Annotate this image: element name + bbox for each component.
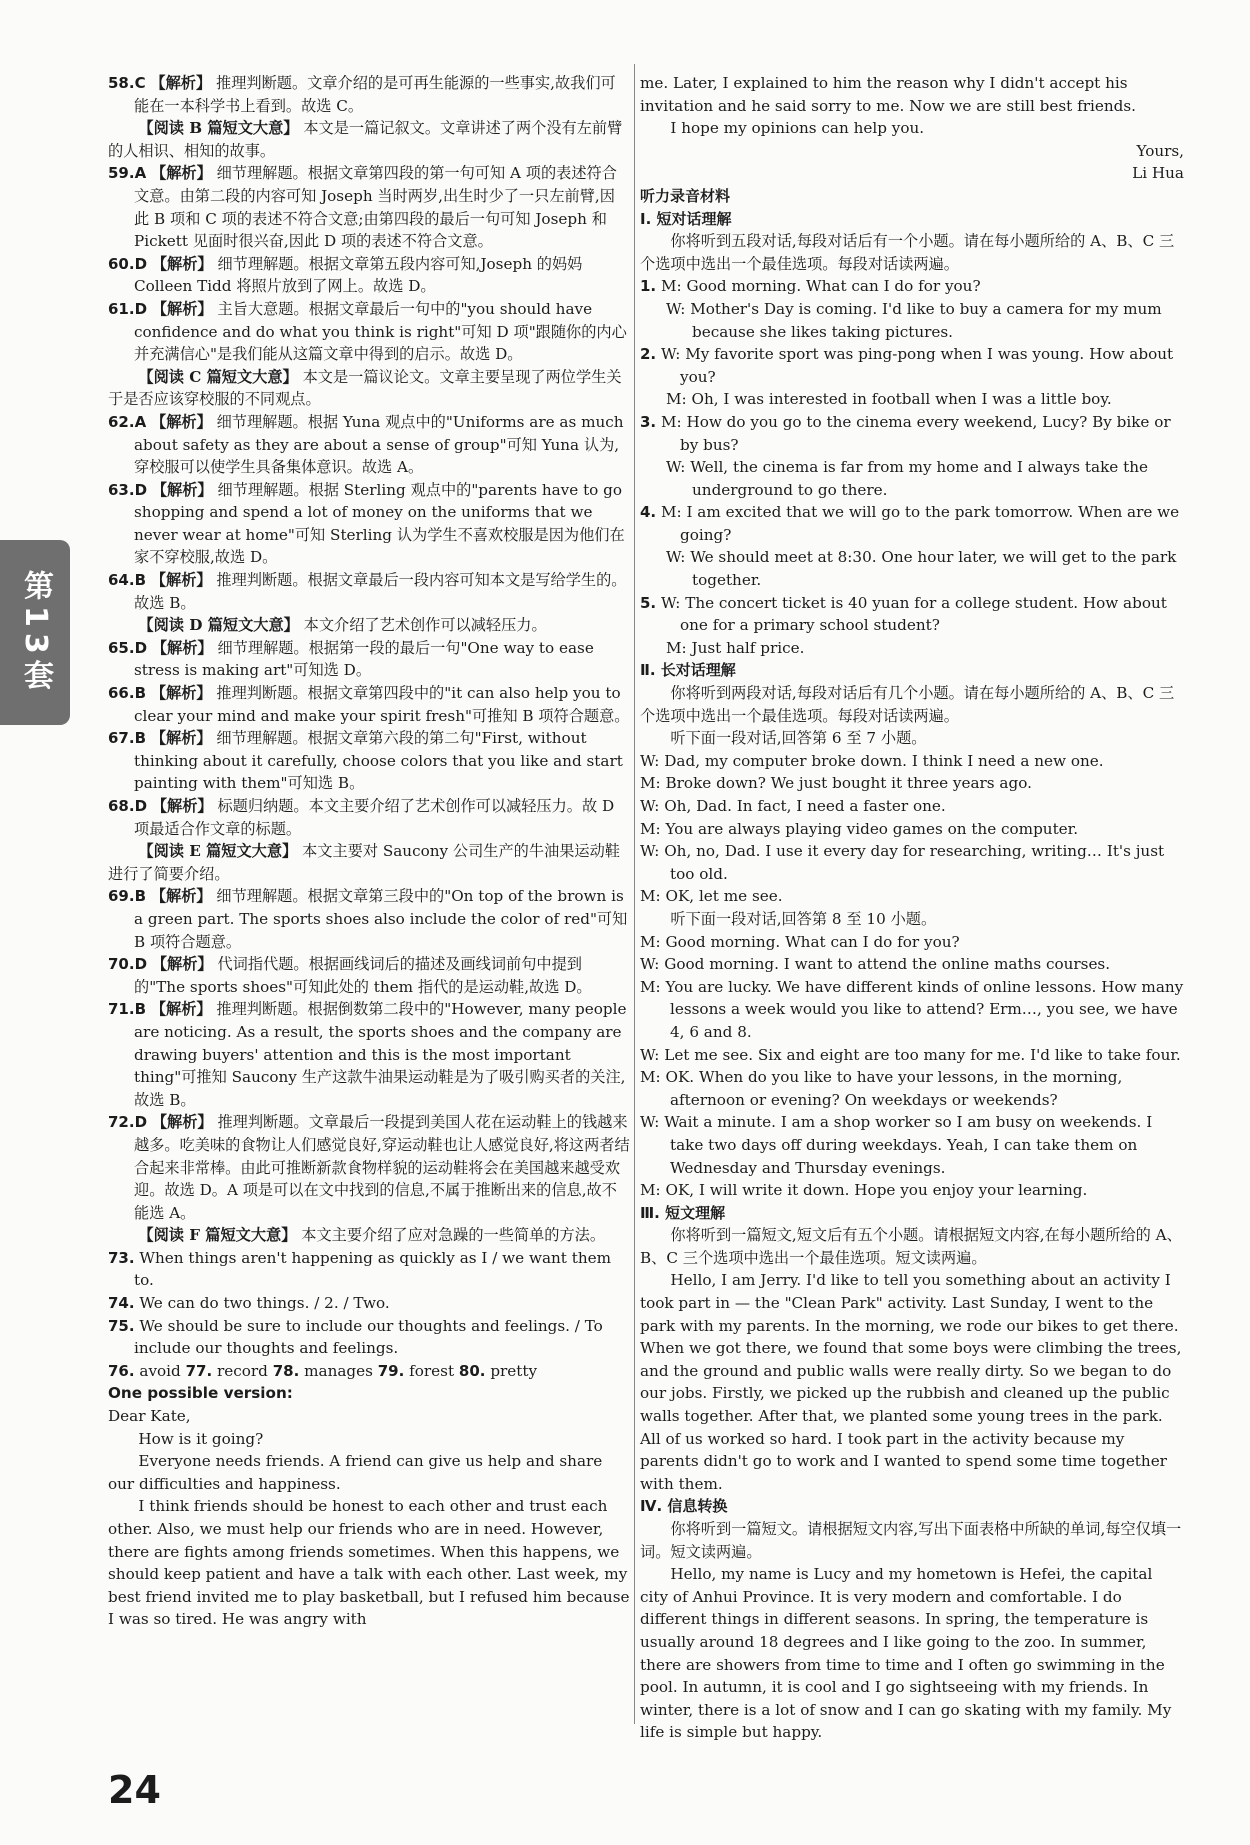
passage-summary (108, 1224, 630, 1247)
paragraph (640, 682, 1184, 727)
speaker: M: (640, 932, 661, 951)
answer-item (108, 72, 630, 117)
answer-number: 62. (108, 412, 135, 431)
answer-number: 74. (108, 1294, 135, 1313)
dialogue-number: 4. (640, 503, 657, 522)
speaker: M: (640, 1181, 661, 1200)
utterance: Broke down? We just bought it three years ago. (665, 774, 1032, 793)
analysis-tag: 【解析】 (150, 684, 212, 703)
paragraph-text: 听下面一段对话,回答第 8 至 10 小题。 (670, 909, 937, 928)
section-heading (640, 659, 1184, 682)
answer-text: When things aren't happening as quickly as I / we want them to. (134, 1248, 612, 1290)
paragraph (108, 1428, 630, 1451)
answer-letter: A (134, 164, 147, 183)
line-text: Dear Kate, (108, 1407, 191, 1426)
passage-summary (108, 117, 630, 162)
utterance: Let me see. Six and eight are too many for me. I'd like to take four. (664, 1045, 1181, 1064)
set-number-tab: 第13套 (0, 540, 70, 725)
answer-number: 58. (108, 74, 135, 92)
answer-explanation: 细节理解题。根据 Sterling 观点中的"parents have to go shopping and spend a lot of money on the uniforms that we never wear at home"可知 Sterling 认为学生不喜欢校服是因为他们在家不穿校服,故选 D。 (134, 480, 625, 567)
answer-number: 68. (108, 797, 135, 815)
section-heading (640, 1495, 1184, 1518)
paragraph (108, 1450, 630, 1495)
utterance: We should meet at 8:30. One hour later, we will get to the park together. (690, 548, 1177, 590)
passage-summary (108, 366, 630, 411)
section-title: Ⅲ. 短文理解 (640, 1203, 726, 1222)
analysis-tag: 【解析】 (150, 571, 212, 590)
answer-letter: C (134, 74, 146, 92)
dialogue-line (640, 772, 1184, 795)
speaker: W: (640, 751, 660, 770)
speaker: M: (640, 819, 661, 838)
essay-heading (108, 1382, 630, 1405)
answer-number: 65. (108, 638, 135, 657)
summary-text: 本文是一篇议论文。文章主要呈现了两位学生关于是否应该穿校服的不同观点。 (108, 367, 622, 409)
speaker: M: (666, 390, 687, 409)
word-answers (108, 1360, 630, 1383)
utterance: Mother's Day is coming. I'd like to buy a camera for my mum because she likes taking pictures. (690, 299, 1162, 341)
answer-explanation: 细节理解题。根据文章第四段的第一句可知 A 项的表述符合文意。由第二段的内容可知 Joseph 当时两岁,出生时少了一只左前臂,因此 B 项和 C 项的表述不符合文意;由第四段的最后一句可知 Joseph 和 Pickett 见面时很兴奋,因此 D 项的表述不符合文意。 (134, 164, 617, 251)
answer-explanation: 标题归纳题。本文主要介绍了艺术创作可以减轻压力。故 D 项最适合作文章的标题。 (134, 797, 615, 838)
answer-letter: B (134, 1000, 147, 1019)
letter-signoff (640, 140, 1184, 163)
answer-item (108, 411, 630, 479)
analysis-tag: 【解析】 (150, 74, 212, 92)
dialogue-number: 5. (640, 593, 657, 612)
answer-item (108, 162, 630, 252)
answer-number: 79. (377, 1361, 405, 1380)
right-column (640, 72, 1184, 1744)
analysis-tag: 【解析】 (151, 638, 213, 657)
dialogue-line (640, 637, 1184, 660)
summary-text: 本文主要对 Saucony 公司生产的牛油果运动鞋进行了简要介绍。 (108, 842, 620, 883)
section-heading (640, 208, 1184, 231)
answer-item (108, 998, 630, 1111)
speaker: M: (640, 1068, 661, 1087)
dialogue-line (640, 411, 1184, 456)
answer-word: forest (409, 1361, 455, 1380)
dialogue-line (640, 1179, 1184, 1202)
dialogue-number: 3. (640, 412, 657, 431)
utterance: You are always playing video games on the computer. (665, 819, 1079, 838)
dialogue-line (640, 976, 1184, 1044)
answer-explanation: 细节理解题。根据文章第五段内容可知,Joseph 的妈妈 Colleen Tidd 将照片放到了网上。故选 D。 (134, 254, 583, 296)
answer-item (108, 795, 630, 840)
answer-letter: D (134, 480, 148, 499)
utterance: Well, the cinema is far from my home and I always take the underground to go there. (690, 458, 1148, 499)
paragraph (640, 1563, 1184, 1744)
analysis-tag: 【解析】 (151, 1113, 213, 1132)
answer-explanation: 细节理解题。根据文章第六段的第二句"First, without thinking about it carefully, choose colors that you like and start painting with them"可知选 B。 (134, 729, 623, 793)
answer-letter: B (134, 684, 147, 703)
speaker: W: (640, 842, 660, 861)
dialogue-line (640, 298, 1184, 343)
summary-tag: 【阅读 E 篇短文大意】 (138, 842, 298, 861)
dialogue-line (640, 275, 1184, 298)
answer-item (108, 1247, 630, 1292)
utterance: OK. When do you like to have your lessons, in the morning, afternoon or evening? On weekdays or weekends? (665, 1068, 1123, 1109)
dialogue-line (640, 592, 1184, 637)
utterance: Wait a minute. I am a shop worker so I am busy on weekends. I take two days off during weekdays. Yeah, I can take them on Wednesday and Thursday evenings. (664, 1113, 1153, 1177)
answer-number: 77. (185, 1361, 213, 1380)
utterance: Oh, I was interested in football when I was a little boy. (691, 390, 1112, 409)
answer-number: 67. (108, 729, 135, 748)
dialogue-line (640, 1044, 1184, 1067)
answer-letter: D (134, 638, 148, 657)
answer-number: 61. (108, 299, 135, 318)
speaker: W: (660, 593, 681, 612)
dialogue-line (640, 795, 1184, 818)
utterance: Good morning. I want to attend the online maths courses. (664, 955, 1111, 974)
answer-item (108, 253, 630, 298)
answer-number: 80. (458, 1361, 486, 1380)
answer-number: 69. (108, 887, 135, 906)
speaker: M: (640, 774, 661, 793)
speaker: M: (666, 638, 687, 657)
answer-item (108, 637, 630, 682)
dialogue-line (640, 1066, 1184, 1111)
answer-item (108, 479, 630, 569)
answer-item (108, 682, 630, 727)
utterance: My favorite sport was ping-pong when I was young. How about you? (680, 345, 1174, 386)
section-title: Ⅳ. 信息转换 (640, 1497, 728, 1516)
answer-item (108, 298, 630, 366)
answer-number: 75. (108, 1316, 135, 1335)
section-heading (640, 1202, 1184, 1225)
answer-number: 60. (108, 254, 135, 273)
dialogue-number: 1. (640, 277, 657, 296)
answer-word: pretty (490, 1361, 538, 1380)
dialogue-line (640, 885, 1184, 908)
text-line (108, 1405, 630, 1428)
utterance: OK, let me see. (665, 887, 783, 906)
utterance: The concert ticket is 40 yuan for a college student. How about one for a primary school student? (680, 593, 1167, 635)
paragraph (108, 1495, 630, 1631)
answer-text: We should be sure to include our thoughts and feelings. / To include our thoughts and feelings. (134, 1316, 603, 1358)
answer-item (108, 727, 630, 795)
paragraph (640, 1269, 1184, 1495)
paragraph-text: Hello, my name is Lucy and my hometown is Hefei, the capital city of Anhui Province. It is very modern and comfortable. I do different things in different seasons. In spring, the temperature is usually around 18 degrees and I like going to the zoo. In summer, there are showers from time to time and I often go swimming in the pool. In autumn, it is cool and I go sightseeing with my friends. In winter, there is a lot of snow and I can go skating with my family. My life is simple but happy. (640, 1565, 1172, 1742)
summary-text: 本文主要介绍了应对急躁的一些简单的方法。 (301, 1226, 606, 1245)
utterance: OK, I will write it down. Hope you enjoy your learning. (665, 1181, 1088, 1200)
speaker: W: (666, 299, 686, 318)
analysis-tag: 【解析】 (150, 1000, 212, 1019)
column-divider (634, 64, 635, 1724)
analysis-tag: 【解析】 (151, 164, 212, 183)
paragraph-text: 你将听到两段对话,每段对话后有几个小题。请在每小题所给的 A、B、C 三个选项中选出一个最佳选项。每段对话读两遍。 (640, 684, 1175, 725)
dialogue-line (640, 501, 1184, 546)
answer-item (108, 953, 630, 998)
summary-text: 本文是一篇记叙文。文章讲述了两个没有左前臂的人相识、相知的故事。 (108, 119, 623, 160)
answer-number: 66. (108, 684, 135, 703)
text-line (640, 72, 1184, 117)
paragraph-text: 听下面一段对话,回答第 6 至 7 小题。 (670, 729, 927, 748)
dialogue-line (640, 1111, 1184, 1179)
answer-explanation: 推理判断题。根据倒数第二段中的"However, many people are noticing. As a result, the sports shoes and the company are drawing buyers' attention and this is the most important thing"可推知 Saucony 生产这款牛油果运动鞋是为了吸引购买者的关注,故选 B。 (134, 1000, 627, 1109)
utterance: Good morning. What can I do for you? (686, 277, 981, 296)
paragraph-text: I think friends should be honest to each other and trust each other. Also, we must help our friends who are in need. However, there are fights among friends sometimes. When this happens, we should keep patient and have a talk with each other. Last week, my best friend invited me to play basketball, but I refused him because I was so tired. He was angry with (108, 1497, 630, 1629)
section-title: Ⅰ. 短对话理解 (640, 209, 732, 228)
dialogue-line (640, 953, 1184, 976)
utterance: I am excited that we will go to the park tomorrow. When are we going? (680, 503, 1180, 544)
answer-explanation: 推理判断题。根据文章最后一段内容可知本文是写给学生的。故选 B。 (134, 571, 627, 612)
paragraph (640, 908, 1184, 931)
paragraph (640, 117, 1184, 140)
answer-letter: D (134, 955, 148, 974)
paragraph-text: How is it going? (138, 1429, 264, 1448)
utterance: How do you go to the cinema every weekend, Lucy? By bike or by bus? (680, 412, 1171, 454)
paragraph (640, 1224, 1184, 1269)
section-heading (640, 185, 1184, 208)
answer-number: 64. (108, 571, 135, 590)
answer-explanation: 细节理解题。根据文章第三段中的"On top of the brown is a green part. The sports shoes also include the color of red"可知 B 项符合题意。 (134, 887, 628, 951)
dialogue-line (640, 546, 1184, 591)
speaker: M: (660, 503, 682, 522)
answer-item (108, 1292, 630, 1315)
dialogue-number: 2. (640, 345, 657, 364)
speaker: M: (660, 412, 682, 431)
dialogue-line (640, 750, 1184, 773)
passage-summary (108, 614, 630, 637)
answer-item (108, 1111, 630, 1224)
summary-text: 本文介绍了艺术创作可以减轻压力。 (303, 616, 547, 635)
answer-item (108, 885, 630, 953)
answer-item (108, 1315, 630, 1360)
answer-number: 76. (108, 1361, 135, 1380)
answer-item (108, 569, 630, 614)
section-title: 听力录音材料 (640, 186, 731, 205)
dialogue-line (640, 388, 1184, 411)
answer-word: record (217, 1361, 268, 1380)
answer-number: 73. (108, 1248, 135, 1267)
paragraph (640, 230, 1184, 275)
letter-signoff (640, 162, 1184, 185)
utterance: Oh, Dad. In fact, I need a faster one. (664, 797, 946, 815)
answer-word: avoid (139, 1361, 181, 1380)
utterance: Good morning. What can I do for you? (665, 932, 960, 951)
utterance: You are lucky. We have different kinds of online lessons. How many lessons a week would you like to attend? Erm…, you see, we have 4, 6 and 8. (665, 977, 1184, 1041)
section-title: Ⅱ. 长对话理解 (640, 661, 736, 680)
summary-tag: 【阅读 F 篇短文大意】 (138, 1226, 297, 1245)
answer-explanation: 细节理解题。根据第一段的最后一句"One way to ease stress is making art"可知选 D。 (134, 638, 594, 680)
analysis-tag: 【解析】 (151, 299, 213, 318)
dialogue-line (640, 818, 1184, 841)
utterance: Just half price. (691, 638, 805, 657)
heading-text: One possible version: (108, 1384, 293, 1403)
dialogue-line (640, 931, 1184, 954)
answer-explanation: 推理判断题。文章介绍的是可再生能源的一些事实,故我们可能在一本科学书上看到。故选 C。 (134, 74, 616, 115)
summary-tag: 【阅读 C 篇短文大意】 (138, 367, 298, 386)
paragraph (640, 1518, 1184, 1563)
answer-number: 72. (108, 1113, 135, 1132)
answer-word: manages (304, 1361, 373, 1380)
left-column (108, 72, 630, 1631)
answer-number: 63. (108, 480, 135, 499)
answer-letter: B (134, 729, 147, 748)
paragraph-text: Hello, I am Jerry. I'd like to tell you something about an activity I took part in — the "Clean Park" activity. Last Sunday, I went to the park with my parents. In the morning, we rode our bikes to get there. When we got there, we found that some boys were climbing the trees, and the ground and public walls were really dirty. So we began to do our jobs. Firstly, we picked up the rubbish and cleaned up the public walls together. After that, we planted some young trees in the park. All of us worked so hard. I took part in the activity because my parents didn't go to work and I wanted to spend some time together with them. (640, 1271, 1182, 1493)
speaker: W: (666, 548, 686, 567)
answer-number: 70. (108, 955, 135, 974)
dialogue-line (640, 456, 1184, 501)
signoff-text: Li Hua (1132, 164, 1184, 183)
answer-text: We can do two things. / 2. / Two. (139, 1294, 390, 1313)
answer-number: 78. (272, 1361, 300, 1380)
answer-explanation: 推理判断题。根据文章第四段中的"it can also help you to clear your mind and make your spirit fresh"可推知 B 项符合题意。 (134, 684, 630, 725)
answer-letter: D (134, 299, 148, 318)
speaker: M: (640, 977, 661, 996)
analysis-tag: 【解析】 (151, 412, 212, 431)
speaker: W: (640, 1045, 660, 1064)
paragraph-text: 你将听到一篇短文。请根据短文内容,写出下面表格中所缺的单词,每空仅填一词。短文读两遍。 (640, 1520, 1182, 1561)
answer-number: 71. (108, 1000, 135, 1019)
answer-explanation: 代词指代题。根据画线词后的描述及画线词前句中提到的"The sports shoes"可知此处的 them 指代的是运动鞋,故选 D。 (134, 955, 592, 996)
answer-letter: A (134, 412, 147, 431)
paragraph-text: 你将听到一篇短文,短文后有五个小题。请根据短文内容,在每小题所给的 A、B、C 三个选项中选出一个最佳选项。短文读两遍。 (640, 1226, 1182, 1267)
summary-tag: 【阅读 B 篇短文大意】 (138, 119, 299, 138)
page-number: 24 (108, 1768, 161, 1812)
analysis-tag: 【解析】 (151, 797, 213, 815)
answer-letter: D (134, 254, 148, 273)
speaker: W: (640, 955, 660, 974)
utterance: Dad, my computer broke down. I think I need a new one. (664, 751, 1104, 770)
line-text: me. Later, I explained to him the reason why I didn't accept his invitation and he said sorry to me. Now we are still best friends. (640, 74, 1136, 115)
passage-summary (108, 840, 630, 885)
speaker: M: (640, 887, 661, 906)
paragraph-text: I hope my opinions can help you. (670, 119, 925, 138)
speaker: M: (660, 277, 682, 296)
analysis-tag: 【解析】 (151, 955, 213, 974)
answer-letter: B (134, 887, 147, 906)
paragraph-text: 你将听到五段对话,每段对话后有一个小题。请在每小题所给的 A、B、C 三个选项中选出一个最佳选项。每段对话读两遍。 (640, 232, 1175, 273)
answer-letter: D (134, 1113, 148, 1132)
analysis-tag: 【解析】 (151, 480, 213, 499)
speaker: W: (640, 1113, 660, 1132)
analysis-tag: 【解析】 (150, 887, 212, 906)
analysis-tag: 【解析】 (151, 254, 213, 273)
dialogue-line (640, 840, 1184, 885)
speaker: W: (660, 345, 681, 364)
signoff-text: Yours, (1136, 141, 1184, 160)
answer-letter: B (134, 571, 147, 590)
answer-explanation: 主旨大意题。根据文章最后一句中的"you should have confidence and do what you think is right"可知 D 项"跟随你的内心并充满信心"是我们能从这篇文章中得到的启示。故选 D。 (134, 299, 627, 364)
answer-letter: D (134, 797, 148, 815)
speaker: W: (640, 797, 660, 815)
utterance: Oh, no, Dad. I use it every day for researching, writing… It's just too old. (664, 842, 1165, 883)
paragraph-text: Everyone needs friends. A friend can give us help and share our difficulties and happiness. (108, 1452, 603, 1493)
dialogue-line (640, 343, 1184, 388)
paragraph (640, 727, 1184, 750)
answer-explanation: 推理判断题。文章最后一段提到美国人花在运动鞋上的钱越来越多。吃美味的食物让人们感觉良好,穿运动鞋也让人感觉良好,将这两者结合起来非常棒。由此可推断新款食物样貌的运动鞋将会在美国越来越受欢迎。故选 D。A 项是可以在文中找到的信息,不属于推断出来的信息,故不能选 A。 (134, 1113, 630, 1222)
speaker: W: (666, 458, 686, 477)
answer-explanation: 细节理解题。根据 Yuna 观点中的"Uniforms are as much about safety as they are about a sense of group"可知 Yuna 认为,穿校服可以使学生具备集体意识。故选 A。 (134, 412, 624, 477)
analysis-tag: 【解析】 (150, 729, 212, 748)
summary-tag: 【阅读 D 篇短文大意】 (138, 616, 299, 635)
answer-number: 59. (108, 164, 135, 183)
